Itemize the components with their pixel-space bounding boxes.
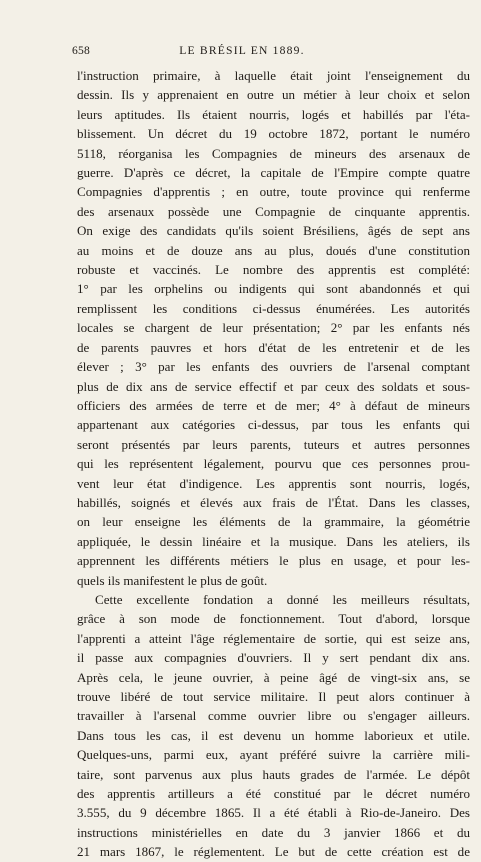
text-line: 3.555, du 9 décembre 1865. Il a été établi à Rio-de-Janeiro. Des	[77, 805, 470, 821]
text-line: 21 mars 1867, le réglementent. Le but de cette création est de	[77, 844, 470, 860]
text-line: plus de dix ans de service effectif et par ceux des soldats et sous-	[77, 378, 470, 394]
text-line: grâce à son mode de fonctionnement. Tout d'abord, lorsque	[77, 611, 470, 627]
text-line: élever ; 3° par les enfants des ouvriers de l'arsenal comptant	[77, 359, 470, 375]
text-line: quels ils manifestent le plus de goût.	[77, 572, 268, 588]
text-line: dessin. Ils y apprenaient en outre un métier à leur choix et selon	[77, 87, 470, 103]
text-line: des arsenaux possède une Compagnie de cinquante apprentis.	[77, 203, 470, 219]
text-line: guerre. D'après ce décret, la capitale de l'Empire compte quatre	[77, 165, 470, 181]
text-line: habillés, soignés et élevés aux frais de l'État. Dans les classes,	[77, 494, 470, 510]
text-line: trouve libéré de tout service militaire. Il peut alors continuer à	[77, 689, 470, 704]
text-line: appartenant aux catégories ci-dessus, par tous les enfants qui	[77, 417, 470, 433]
text-line: vent leur état d'indigence. Les apprentis sont nourris, logés,	[77, 475, 470, 491]
text-line: locales se chargent de leur présentation; 2° par les enfants nés	[77, 320, 470, 336]
text-line: robuste et vaccinés. Le nombre des apprentis est complété:	[77, 262, 470, 278]
body-text	[77, 66, 470, 862]
text-line: appliquée, le dessin linéaire et la musique. Dans les ateliers, ils	[77, 533, 470, 549]
text-line: qui les représentent légalement, pourvu que ces personnes prou-	[77, 456, 470, 472]
text-line: de parents pauvres et hors d'état de les entretenir et de les	[77, 339, 470, 355]
text-line: seront présentés par leurs parents, tuteurs et autres personnes	[77, 436, 470, 452]
text-line: apprennent les différents métiers le plus en usage, et pour les-	[77, 553, 470, 569]
text-line: l'instruction primaire, à laquelle était joint l'enseignement du	[77, 68, 470, 83]
text-line: Cette excellente fondation a donné les meilleurs résultats,	[95, 591, 470, 607]
text-line: instructions ministérielles en date du 3 janvier 1866 et du	[77, 824, 470, 840]
page-number: 658	[72, 44, 90, 57]
text-line: officiers des armées de terre et de mer; 4° à défaut de mineurs	[77, 397, 470, 413]
text-line: Quelques-uns, parmi eux, ayant préféré suivre la carrière mili-	[77, 747, 470, 763]
text-line: 1° par les orphelins ou indigents qui sont abandonnés et qui	[77, 281, 470, 297]
text-line: travailler à l'arsenal comme ouvrier libre ou s'engager ailleurs.	[77, 708, 470, 724]
text-line: remplissent les conditions ci-dessus énumérées. Les autorités	[77, 300, 470, 316]
text-line: On exige des candidats qu'ils soient Brésiliens, âgés de sept ans	[77, 223, 470, 239]
text-line: au moins et de douze ans au plus, doués d'une constitution	[77, 242, 470, 258]
text-line: des apprentis artilleurs a été constitué par le décret numéro	[77, 786, 470, 802]
text-line: Après cela, le jeune ouvrier, à peine âgé de vingt-six ans, se	[77, 669, 470, 685]
text-line: Compagnies d'apprentis ; en outre, toute province qui renferme	[77, 184, 470, 200]
text-line: l'apprenti a atteint l'âge réglementaire de sortie, qui est seize ans,	[77, 630, 470, 646]
text-line: 5118, réorganisa les Compagnies de mineurs des arsenaux de	[77, 145, 470, 161]
text-line: blissement. Un décret du 19 octobre 1872, portant le numéro	[77, 126, 470, 142]
text-line: on leur enseigne les éléments de la grammaire, la géométrie	[77, 514, 470, 530]
running-title: LE BRÉSIL EN 1889.	[179, 44, 305, 57]
text-line: Dans tous les cas, il est devenu un homme laborieux et utile.	[77, 727, 470, 743]
text-line: leurs aptitudes. Ils étaient nourris, logés et habillés par l'éta-	[77, 106, 470, 122]
text-line: taire, sont parvenus aux plus hauts grades de l'armée. Le dépôt	[77, 766, 470, 782]
text-line: il passe aux compagnies d'ouvriers. Il y sert pendant dix ans.	[77, 650, 470, 666]
page-header	[72, 44, 412, 60]
